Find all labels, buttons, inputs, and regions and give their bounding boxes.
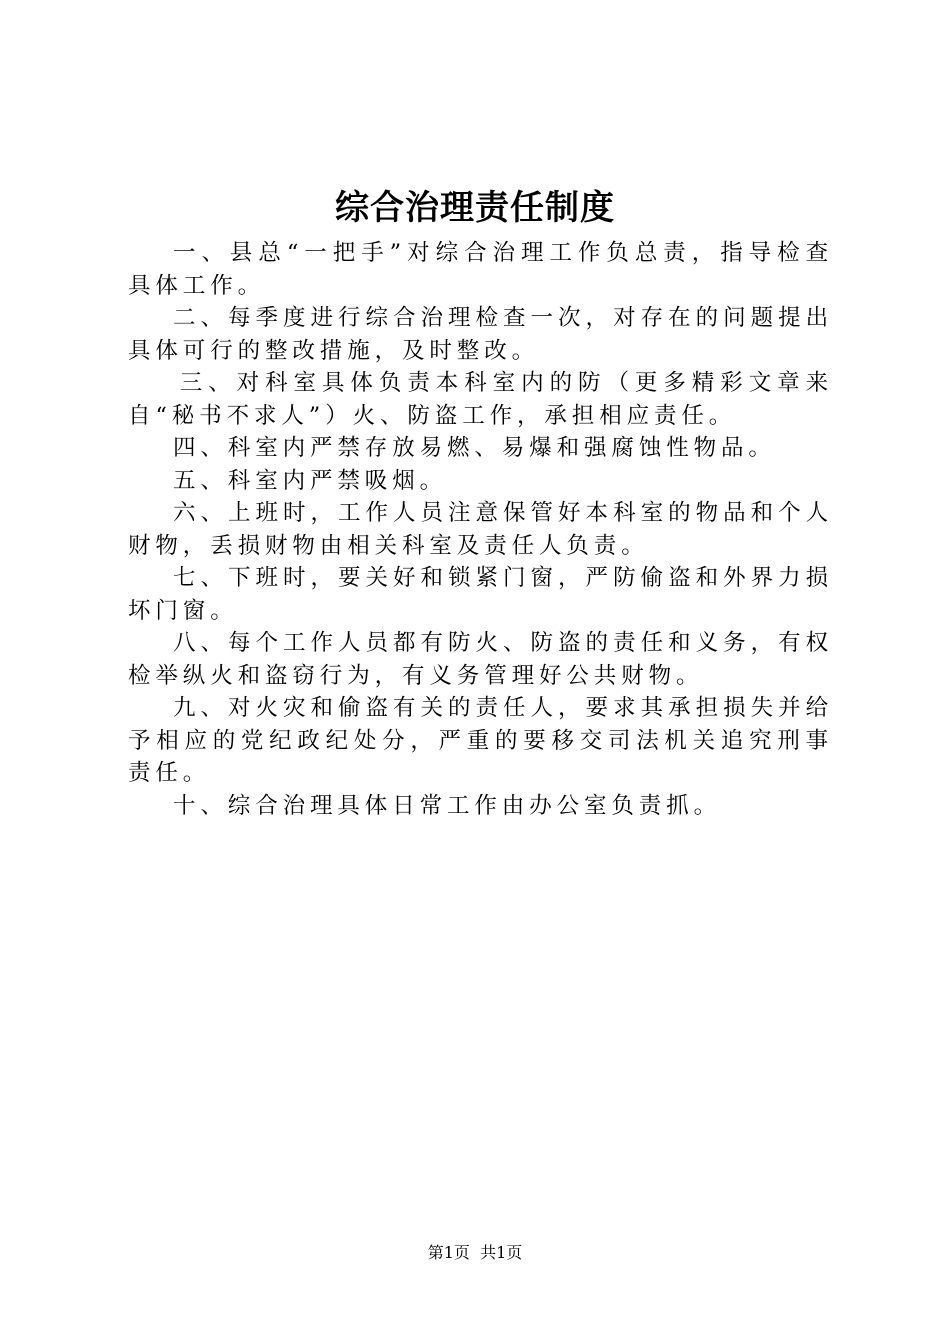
paragraph-9: 九、对火灾和偷盗有关的责任人，要求其承担损失并给予相应的党纪政纪处分，严重的要移交司法机关追究刑事责任。 — [128, 695, 833, 786]
page-footer — [0, 1242, 950, 1264]
document-body — [128, 237, 833, 822]
paragraph-6: 六、上班时，工作人员注意保管好本科室的物品和个人财物，丢损财物由相关科室及责任人负责。 — [128, 500, 833, 559]
paragraph-4: 四、科室内严禁存放易燃、易爆和强腐蚀性物品。 — [173, 435, 776, 461]
paragraph-10: 十、综合治理具体日常工作由办公室负责抓。 — [173, 792, 722, 819]
paragraph-2: 二、每季度进行综合治理检查一次，对存在的问题提出具体可行的整改措施，及时整改。 — [128, 305, 833, 364]
page-indicator: 第1页 共1页 — [427, 1243, 523, 1262]
paragraph-7: 七、下班时，要关好和锁紧门窗，严防偷盗和外界力损坏门窗。 — [128, 565, 833, 624]
paragraph-5: 五、科室内严禁吸烟。 — [173, 467, 448, 494]
paragraph-1: 一、县总“一把手”对综合治理工作负总责，指导检查具体工作。 — [128, 240, 833, 299]
paragraph-3: 三、对科室具体负责本科室内的防（更多精彩文章来自“秘书不求人”）火、防盗工作，承担相应责任。 — [128, 370, 833, 429]
document-title: 综合治理责任制度 — [335, 188, 615, 228]
paragraph-8: 八、每个工作人员都有防火、防盗的责任和义务，有权检举纵火和盗窃行为，有义务管理好公共财物。 — [128, 630, 833, 689]
